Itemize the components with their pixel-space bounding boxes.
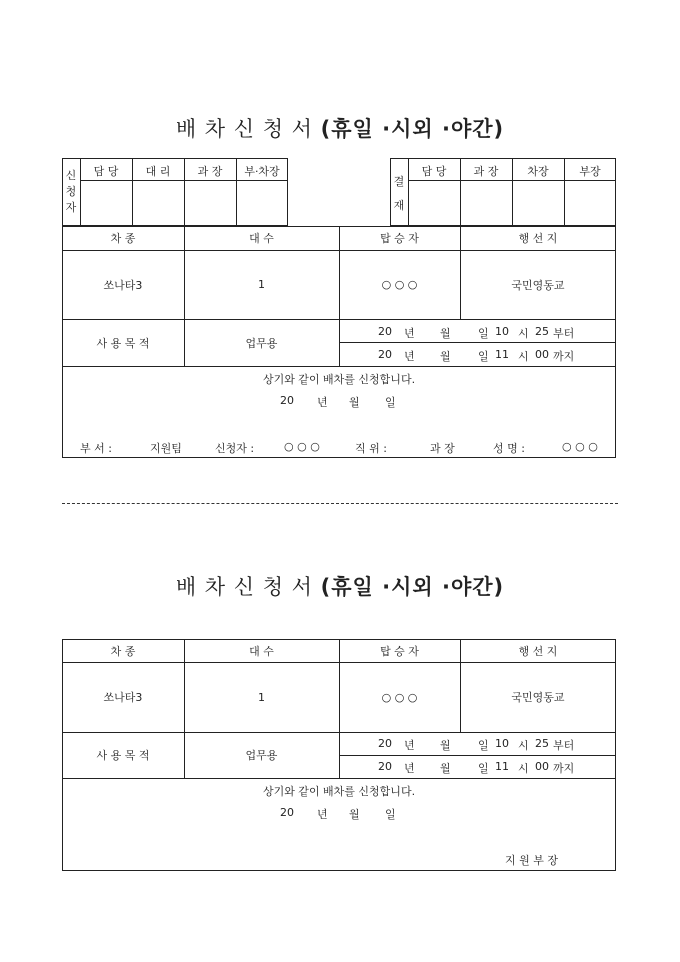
form2-purpose-value: 업무용 (245, 749, 278, 762)
value-destination: 국민영동교 (511, 278, 565, 292)
dept-label: 부 서 : (80, 442, 112, 455)
purpose-value: 업무용 (245, 336, 278, 350)
header-car-type: 차 종 (110, 232, 136, 245)
form2-header-passenger: 탑 승 자 (380, 644, 419, 658)
form1-statement: 상기와 같이 배차를 신청합니다. (262, 373, 416, 386)
form1-title: 배 차 신 청 서 (휴일 ·시외 ·야간) (175, 117, 505, 141)
name-label: 성 명 : (493, 442, 525, 455)
form2-header-car-type: 차 종 (110, 644, 136, 658)
applicant-label: 신 청 자 (65, 169, 77, 214)
value-passenger: ○ ○ ○ (381, 278, 418, 291)
header-count: 대 수 (249, 232, 274, 245)
header-destination: 행 선 지 (518, 232, 558, 245)
applicant-col-4: 부·차장 (244, 165, 280, 178)
value-count: 1 (258, 278, 265, 291)
approval-label: 결 재 (393, 175, 405, 212)
applicant-col-1: 담 당 (93, 165, 119, 178)
form2-value-count: 1 (258, 690, 265, 704)
dept-value: 지원팀 (150, 442, 182, 455)
approval-col-1: 담 당 (421, 165, 447, 178)
purpose-label: 사 용 목 적 (96, 336, 150, 350)
approval-col-4: 부장 (579, 165, 601, 178)
applicant-col-3: 과 장 (197, 165, 223, 178)
form2-signer: 지 원 부 장 (505, 854, 558, 867)
form2-title: 배 차 신 청 서 (휴일 ·시외 ·야간) (175, 575, 505, 599)
position-label: 직 위 : (355, 442, 387, 455)
form2-header-destination: 행 선 지 (518, 644, 558, 658)
form2-value-passenger: ○ ○ ○ (381, 690, 418, 704)
approval-col-2: 과 장 (473, 165, 499, 178)
form2-value-car-type: 쏘나타3 (103, 691, 143, 704)
value-car-type: 쏘나타3 (103, 278, 143, 292)
form2-value-destination: 국민영동교 (511, 691, 565, 704)
name-value: ○ ○ ○ (562, 440, 598, 453)
form2-statement: 상기와 같이 배차를 신청합니다. (262, 785, 416, 798)
position-value: 과 장 (430, 442, 455, 455)
applicant-field-label: 신청자 : (215, 442, 255, 455)
form2-purpose-label: 사 용 목 적 (96, 749, 150, 762)
header-passenger: 탑 승 자 (380, 232, 419, 245)
cut-line (62, 503, 618, 504)
form2-header-count: 대 수 (249, 644, 274, 658)
applicant-field-value: ○ ○ ○ (284, 440, 320, 453)
approval-col-3: 차장 (527, 165, 549, 178)
applicant-col-2: 대 리 (145, 165, 171, 178)
